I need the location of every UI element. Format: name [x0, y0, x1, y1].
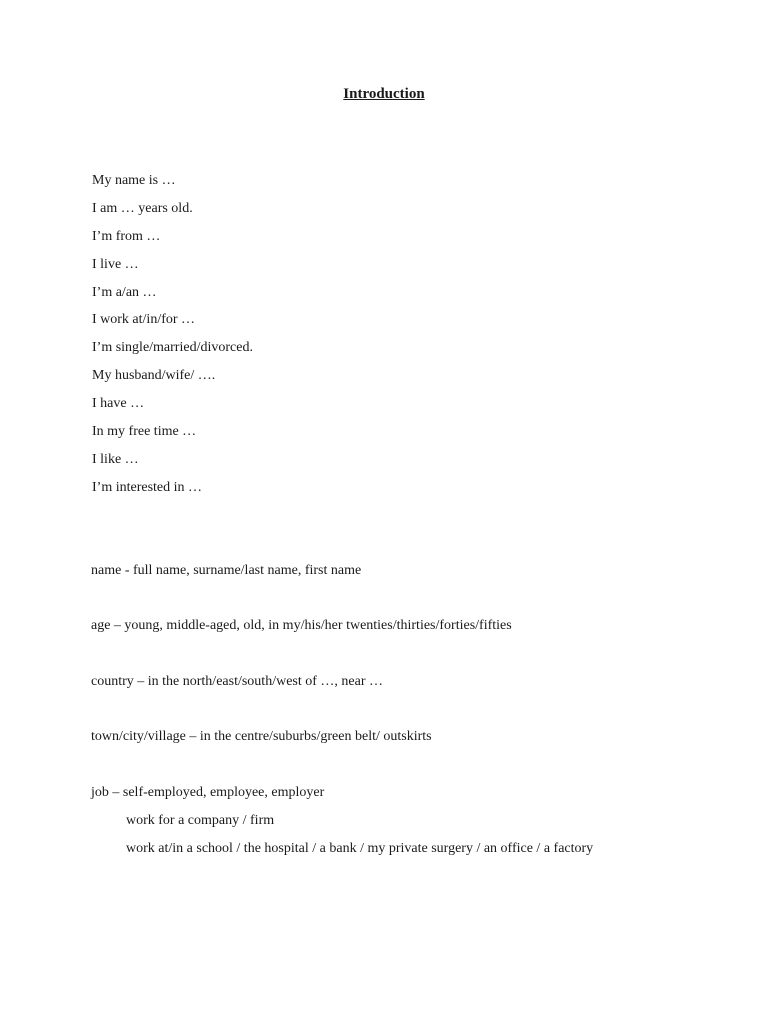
phrase-item: I’m interested in … [92, 479, 203, 495]
page-title: Introduction [343, 86, 425, 102]
phrase-item: I work at/in/for … [92, 312, 196, 328]
phrase-item: I am … years old. [92, 200, 193, 216]
phrase-item: I have … [92, 396, 145, 412]
phrase-item: My husband/wife/ …. [92, 368, 216, 384]
vocab-town-line: town/city/village – in the centre/suburbs/green belt/ outskirts [91, 729, 432, 744]
phrase-item: I live … [92, 256, 139, 272]
vocab-name-line: name - full name, surname/last name, first name [91, 563, 362, 578]
vocab-job-subline: work at/in a school / the hospital / a bank / my private surgery / an office / a factory [126, 841, 594, 856]
phrase-item: I like … [92, 451, 139, 467]
phrase-item: My name is … [92, 173, 176, 188]
phrase-item: I’m single/married/divorced. [92, 340, 253, 356]
vocab-age-line: age – young, middle-aged, old, in my/his/her twenties/thirties/forties/fifties [91, 618, 512, 633]
phrase-item: In my free time … [92, 424, 197, 440]
vocab-country-line: country – in the north/east/south/west of …, near … [91, 674, 383, 689]
phrase-item: I’m from … [92, 228, 161, 244]
vocab-job-subline: work for a company / firm [126, 813, 275, 828]
phrase-list [92, 172, 253, 507]
phrase-item: I’m a/an … [92, 284, 157, 300]
vocab-job-line: job – self-employed, employee, employer [91, 785, 325, 800]
